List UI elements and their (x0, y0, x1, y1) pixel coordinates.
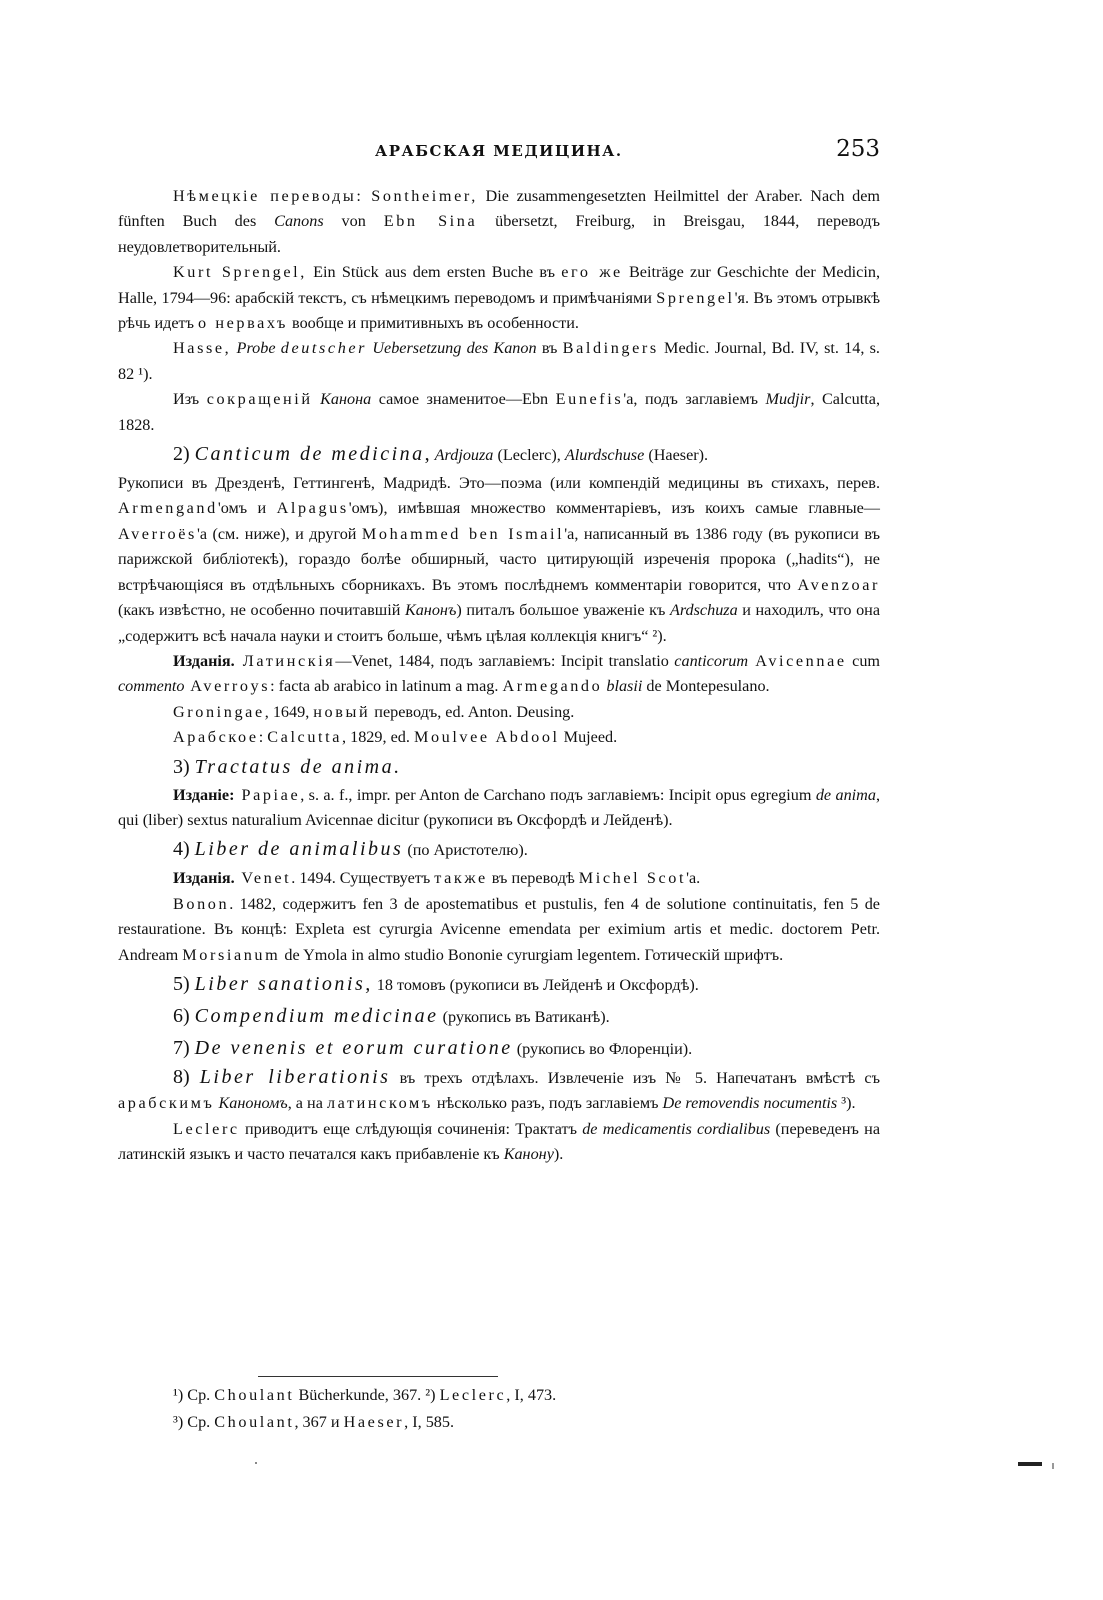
section-number: 8) (173, 1065, 200, 1088)
paragraph-german-translations (118, 184, 880, 260)
spaced-run: Venet (234, 869, 292, 888)
section-number: 7) (173, 1036, 195, 1059)
text-run: 'а, написанный въ 1386 году (въ рукописи въ парижской библіотекѣ), гораздо болѣе обширный, часто цитирующій изреченія пророка („hadits“), не встрѣчающіяся въ отдѣльныхъ сборникахъ. Въ этомъ послѣднемъ комментаріи говорится, что (118, 524, 880, 594)
italic-run: Ardschuza (669, 601, 738, 620)
section-title: Canticum de medicina (194, 443, 425, 466)
text-run: вообще и примитивныхъ въ особенности. (287, 314, 579, 333)
italic-run: Канонъ (404, 601, 457, 620)
author-name: Armegando (502, 677, 603, 696)
text-run: ). (553, 1145, 564, 1164)
text-run: приводитъ еще слѣдующія сочиненія: Трактатъ (239, 1119, 583, 1138)
author-name: Averroys (184, 677, 271, 696)
text-run: Mujeed. (559, 728, 618, 747)
text-run: Изъ (173, 390, 207, 409)
text-run: , 367 и (294, 1413, 344, 1431)
text-run: въ (536, 339, 563, 358)
section-number: 5) (173, 972, 195, 995)
italic-run: commento (118, 677, 185, 696)
text-run: 18 томовъ (рукописи въ Лейденѣ и Оксфордѣ). (372, 975, 699, 994)
section-heading-5 (118, 969, 880, 1000)
text-run: de Ymola in almo studio Bononie cyrurgiam legentem. Готическій шрифтъ. (280, 945, 784, 964)
text-run: 'а, подъ заглавіемъ (623, 390, 766, 409)
text-run: , s. a. f., impr. per Anton de Carchano подъ заглавіемъ: Incipit opus egregium (300, 785, 816, 804)
italic-run: Probe (231, 339, 281, 358)
text-run: , Calcutta, 1828. (118, 390, 880, 434)
author-name: Ebn Sina (383, 212, 478, 231)
paragraph-bonon (118, 892, 880, 968)
italic-run: de medicamentis cordialibus (582, 1119, 771, 1138)
author-name: Alpagus (276, 499, 349, 518)
scan-edge-mark (1018, 1462, 1042, 1466)
text-run: , (424, 443, 435, 466)
bold-label: Изданіе: (173, 785, 235, 804)
text-run: , 1649, (264, 702, 314, 721)
spaced-run: Papiae (234, 785, 301, 804)
italic-run: Ardjouza (434, 446, 494, 465)
italic-run: Канономъ (214, 1094, 288, 1113)
author-name: Eunefis (555, 390, 624, 409)
text-run: . 1494. Существуетъ (291, 869, 435, 888)
paragraph-arabic-edition (118, 725, 880, 750)
italic-run: blasii (602, 677, 643, 696)
spaced-run: латинскомъ (326, 1094, 433, 1113)
author-name: Leclerc (173, 1119, 240, 1138)
italic-run: Канона (312, 390, 372, 409)
author-name: Leclerc (439, 1386, 507, 1404)
text-run: и находилъ, что она „содержитъ всѣ начала науки и стоитъ больше, чѣмъ цѣлая коллекція книгъ“ ²). (118, 601, 881, 645)
italic-run: deutscher (280, 339, 368, 358)
section-heading-7 (118, 1033, 880, 1064)
text-run: 'омъ и (217, 499, 277, 518)
text-run: de Montepesulano. (642, 677, 770, 696)
text-run: von (323, 212, 384, 231)
text-run: 'я. Въ этомъ отрывкѣ рѣчь идетъ (118, 288, 880, 333)
spaced-run: новый (313, 702, 371, 721)
text-run: übersetzt, Freiburg, in Breisgau, 1844, переводъ неудовлетворительный. (118, 212, 881, 256)
author-name: Hasse, (173, 339, 232, 358)
spaced-run: Латинскія (234, 651, 336, 670)
text-run: Die zusammengesetzten Heilmittel der Araber. Nach dem fünften Buch des (118, 187, 881, 231)
paragraph-sprengel (118, 260, 880, 336)
text-run: (рукопись въ Ватиканѣ). (438, 1007, 610, 1026)
text-run: (рукопись во Флоренціи). (512, 1039, 693, 1058)
author-name: Morsianum (182, 945, 281, 964)
text-run: ³) Ср. (173, 1413, 215, 1431)
running-head: АРАБСКАЯ МЕДИЦИНА. (375, 142, 623, 160)
text-run: Рукописи въ Дрезденѣ, Геттингенѣ, Мадридѣ. Это—поэма (или компендій медицины въ стихахъ, перев. (118, 474, 880, 493)
section-title: Liber liberationis (199, 1065, 391, 1088)
spaced-run: Groningae (173, 702, 265, 721)
paragraph-groningae (118, 700, 880, 725)
spaced-run: его же (561, 263, 623, 282)
section-heading-6 (118, 1001, 880, 1032)
paragraph-leclerc (118, 1117, 880, 1168)
text-run: Medic. Journal, Bd. IV, st. 14, s. 82 ¹). (118, 339, 880, 383)
text-run: , I, 585. (404, 1413, 455, 1431)
text-run: cum (846, 651, 880, 670)
section-title: Tractatus de anima. (194, 755, 402, 778)
spaced-run: о нервахъ (198, 314, 288, 333)
text-run: Нѣмецкіе переводы: (173, 187, 364, 205)
paragraph-abridgements (118, 387, 880, 438)
text-run: ¹) Ср. (173, 1386, 215, 1404)
italic-run: canticorum (674, 651, 749, 670)
author-name: Averroës (118, 524, 197, 543)
author-name: Avenzoar (797, 575, 880, 594)
footnote-line-2 (173, 1409, 873, 1436)
paragraph-hasse (118, 336, 880, 387)
scan-speck (255, 1462, 257, 1464)
author-name: Choulant (214, 1413, 295, 1431)
page-header (120, 136, 880, 166)
body-text (118, 184, 880, 1168)
text-run: нѣсколько разъ, подъ заглавіемъ (432, 1094, 663, 1113)
bold-label: Изданія. (173, 869, 235, 888)
section-heading-8 (118, 1065, 880, 1117)
text-run: : facta ab arabico in latinum a mag. (270, 677, 503, 696)
section-title: Liber de animalibus (194, 838, 404, 861)
author-name: Moulvee Abdool (413, 728, 560, 747)
text-run: 'омъ), имѣвшая множество комментаріевъ, изъ коихъ самые главные— (348, 499, 880, 518)
paragraph-manuscripts-canticum (118, 471, 880, 649)
page-number: 253 (836, 136, 880, 162)
text-run: —Venet, 1484, подъ заглавіемъ: Incipit translatio (335, 651, 675, 670)
section-number: 2) (173, 443, 195, 466)
author-name: Baldingers (562, 339, 659, 358)
text-run: (Leclerc), (493, 446, 565, 465)
spaced-run: Calcutta (267, 728, 343, 747)
italic-run: de anima (815, 785, 876, 804)
italic-run: Uebersetzung des Kanon (367, 339, 537, 358)
author-name: Mohammed ben Ismail (361, 524, 565, 543)
section-heading-4 (118, 834, 880, 865)
scan-edge-speck (1052, 1463, 1054, 1469)
spaced-run: Арабское (173, 728, 259, 747)
author-name: Kurt Sprengel, (173, 263, 307, 282)
section-title: Compendium medicinae (194, 1004, 439, 1027)
section-number: 4) (173, 838, 195, 861)
text-run: ³). (837, 1094, 856, 1113)
footnote-line-1 (173, 1382, 873, 1409)
paragraph-edition-papiae (118, 783, 880, 834)
bold-label: Изданія. (173, 651, 235, 670)
section-number: 3) (173, 755, 195, 778)
text-run: . 1482, содержитъ fen 3 de apostematibus et pustulis, fen 4 de solutione continuitatis, fen 5 de restauratione. Въ концѣ: Expleta est cyrurgia Avicenne emendata per eximium artis et medic. doctorem Petr. Andream (118, 894, 880, 964)
text-run: , I, 473. (506, 1386, 557, 1404)
author-name: Avicennae (748, 651, 847, 670)
section-title: Liber sanationis, (194, 972, 373, 995)
author-name: Haeser (343, 1413, 405, 1431)
footnotes (173, 1382, 873, 1436)
footnote-rule (258, 1376, 498, 1377)
spaced-run: сокращеній (206, 390, 313, 409)
text-run: (переведенъ на латинскій языкъ и часто печатался какъ прибавленіе къ (118, 1119, 881, 1164)
author-name: Armengand (118, 499, 218, 518)
italic-run: Mudjir (765, 390, 811, 409)
italic-run: Alurdschuse (564, 446, 645, 465)
text-run: переводъ, ed. Anton. Deusing. (370, 702, 575, 721)
text-run: (какъ извѣстно, не особенно почитавшій (118, 601, 405, 620)
text-run: ) питалъ большое уваженіе къ (456, 601, 670, 620)
paragraph-editions-venet (118, 866, 880, 891)
spaced-run: Bonon (173, 894, 230, 913)
text-run: 'а. (686, 869, 701, 888)
text-run: Ein Stück aus dem ersten Buche въ (306, 263, 562, 282)
italic-run: De removendis nocumentis (662, 1094, 838, 1113)
section-heading-2 (118, 439, 880, 470)
italic-run: Canons (274, 212, 324, 231)
text-run: Beiträge zur Geschichte der Medicin, Halle, 1794—96: арабскій текстъ, съ нѣмецкимъ переводомъ и примѣчаніями (118, 263, 880, 307)
text-run: (Haeser). (644, 446, 709, 465)
spaced-run: арабскимъ (118, 1094, 215, 1113)
paragraph-editions-latin (118, 649, 880, 700)
text-run: 'а (см. ниже), и другой (196, 524, 362, 543)
text-run: , 1829, ed. (342, 728, 414, 747)
text-run: Bücherkunde, 367. ²) (294, 1386, 440, 1404)
text-run: самое знаменитое—Ebn (371, 390, 556, 409)
spaced-run: также (434, 869, 488, 888)
italic-run: Канону (503, 1145, 554, 1164)
author-name: Sontheimer, (371, 187, 478, 205)
section-heading-3 (118, 752, 880, 782)
text-run: (по Аристотелю). (403, 841, 528, 860)
author-name: Choulant (214, 1386, 295, 1404)
author-name: Sprengel (656, 288, 735, 307)
author-name: Michel Scot (578, 869, 687, 888)
section-title: De venenis et eorum curatione (194, 1036, 513, 1059)
section-number: 6) (173, 1004, 195, 1027)
text-run: въ переводѣ (487, 869, 579, 888)
text-run: , а на (287, 1094, 327, 1113)
text-run: : (258, 728, 268, 747)
text-run: , qui (liber) sextus naturalium Avicennae dicitur (рукописи въ Оксфордѣ и Лейденѣ). (118, 785, 880, 829)
text-run: въ трехъ отдѣлахъ. Извлеченіе изъ № 5. Напечатанъ вмѣстѣ съ (390, 1068, 880, 1087)
